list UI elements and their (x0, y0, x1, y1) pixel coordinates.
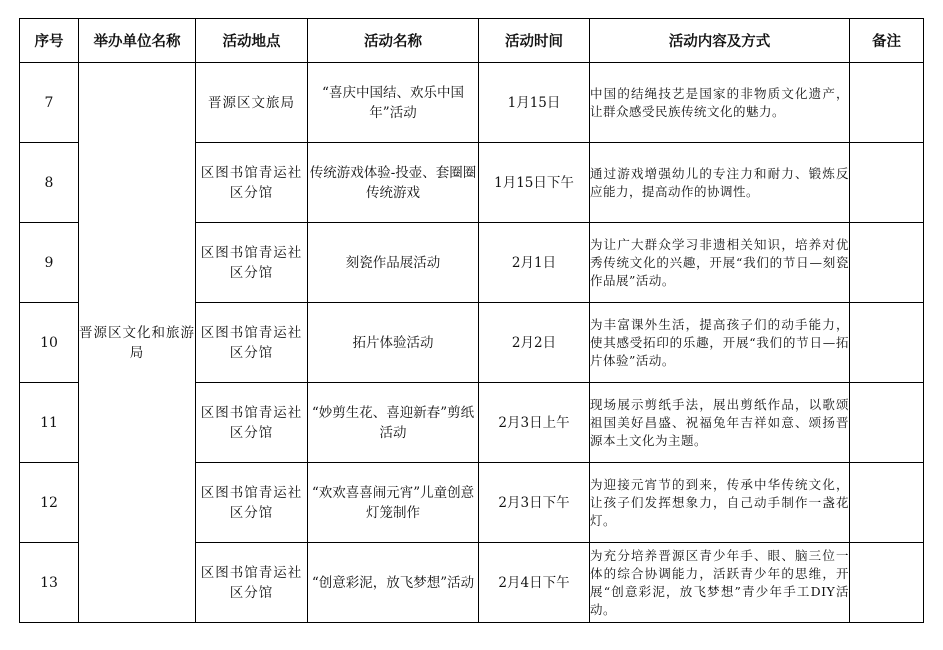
cell-seq: 13 (20, 543, 79, 623)
cell-remark (850, 143, 924, 223)
cell-content: 中国的结绳技艺是国家的非物质文化遗产，让群众感受民族传统文化的魅力。 (590, 63, 850, 143)
cell-time: 2月3日下午 (479, 463, 590, 543)
cell-content: 为充分培养晋源区青少年手、眼、脑三位一体的综合协调能力，活跃青少年的思维，开展“创意彩泥，放飞梦想”青少年手工DIY活动。 (590, 543, 850, 623)
cell-remark (850, 303, 924, 383)
cell-content: 通过游戏增强幼儿的专注力和耐力、锻炼反应能力，提高动作的协调性。 (590, 143, 850, 223)
cell-activity-name: “喜庆中国结、欢乐中国年”活动 (308, 63, 479, 143)
cell-seq: 12 (20, 463, 79, 543)
header-seq: 序号 (20, 19, 79, 63)
header-content: 活动内容及方式 (590, 19, 850, 63)
cell-time: 2月3日上午 (479, 383, 590, 463)
header-time: 活动时间 (479, 19, 590, 63)
cell-activity-name: 刻瓷作品展活动 (308, 223, 479, 303)
cell-seq: 8 (20, 143, 79, 223)
cell-location: 区图书馆青运社区分馆 (196, 143, 308, 223)
cell-activity-name: “欢欢喜喜闹元宵”儿童创意灯笼制作 (308, 463, 479, 543)
cell-activity-name: 传统游戏体验-投壶、套圈圈传统游戏 (308, 143, 479, 223)
cell-content: 现场展示剪纸手法，展出剪纸作品，以歌颂祖国美好昌盛、祝福兔年吉祥如意、颂扬晋源本土文化为主题。 (590, 383, 850, 463)
cell-time: 1月15日 (479, 63, 590, 143)
cell-time: 2月2日 (479, 303, 590, 383)
cell-content: 为丰富课外生活，提高孩子们的动手能力，使其感受拓印的乐趣，开展“我们的节日—拓片体验”活动。 (590, 303, 850, 383)
header-name: 活动名称 (308, 19, 479, 63)
cell-remark (850, 543, 924, 623)
header-remark: 备注 (850, 19, 924, 63)
cell-location: 区图书馆青运社区分馆 (196, 303, 308, 383)
cell-remark (850, 223, 924, 303)
cell-activity-name: 拓片体验活动 (308, 303, 479, 383)
cell-content: 为让广大群众学习非遗相关知识，培养对优秀传统文化的兴趣，开展“我们的节日—刻瓷作品展”活动。 (590, 223, 850, 303)
header-location: 活动地点 (196, 19, 308, 63)
cell-activity-name: “创意彩泥，放飞梦想”活动 (308, 543, 479, 623)
cell-remark (850, 463, 924, 543)
cell-activity-name: “妙剪生花、喜迎新春”剪纸活动 (308, 383, 479, 463)
cell-content: 为迎接元宵节的到来，传承中华传统文化，让孩子们发挥想象力，自己动手制作一盏花灯。 (590, 463, 850, 543)
header-row (20, 19, 924, 63)
cell-location: 晋源区文旅局 (196, 63, 308, 143)
cell-seq: 7 (20, 63, 79, 143)
cell-location: 区图书馆青运社区分馆 (196, 463, 308, 543)
header-org: 举办单位名称 (79, 19, 196, 63)
cell-seq: 10 (20, 303, 79, 383)
cell-seq: 9 (20, 223, 79, 303)
cell-time: 2月1日 (479, 223, 590, 303)
cell-remark (850, 63, 924, 143)
cell-location: 区图书馆青运社区分馆 (196, 223, 308, 303)
cell-time: 2月4日下午 (479, 543, 590, 623)
cell-time: 1月15日下午 (479, 143, 590, 223)
cell-organizer: 晋源区文化和旅游局 (79, 63, 196, 623)
cell-location: 区图书馆青运社区分馆 (196, 543, 308, 623)
cell-remark (850, 383, 924, 463)
cell-seq: 11 (20, 383, 79, 463)
table-row (20, 63, 924, 143)
cell-location: 区图书馆青运社区分馆 (196, 383, 308, 463)
activity-table (19, 18, 924, 623)
